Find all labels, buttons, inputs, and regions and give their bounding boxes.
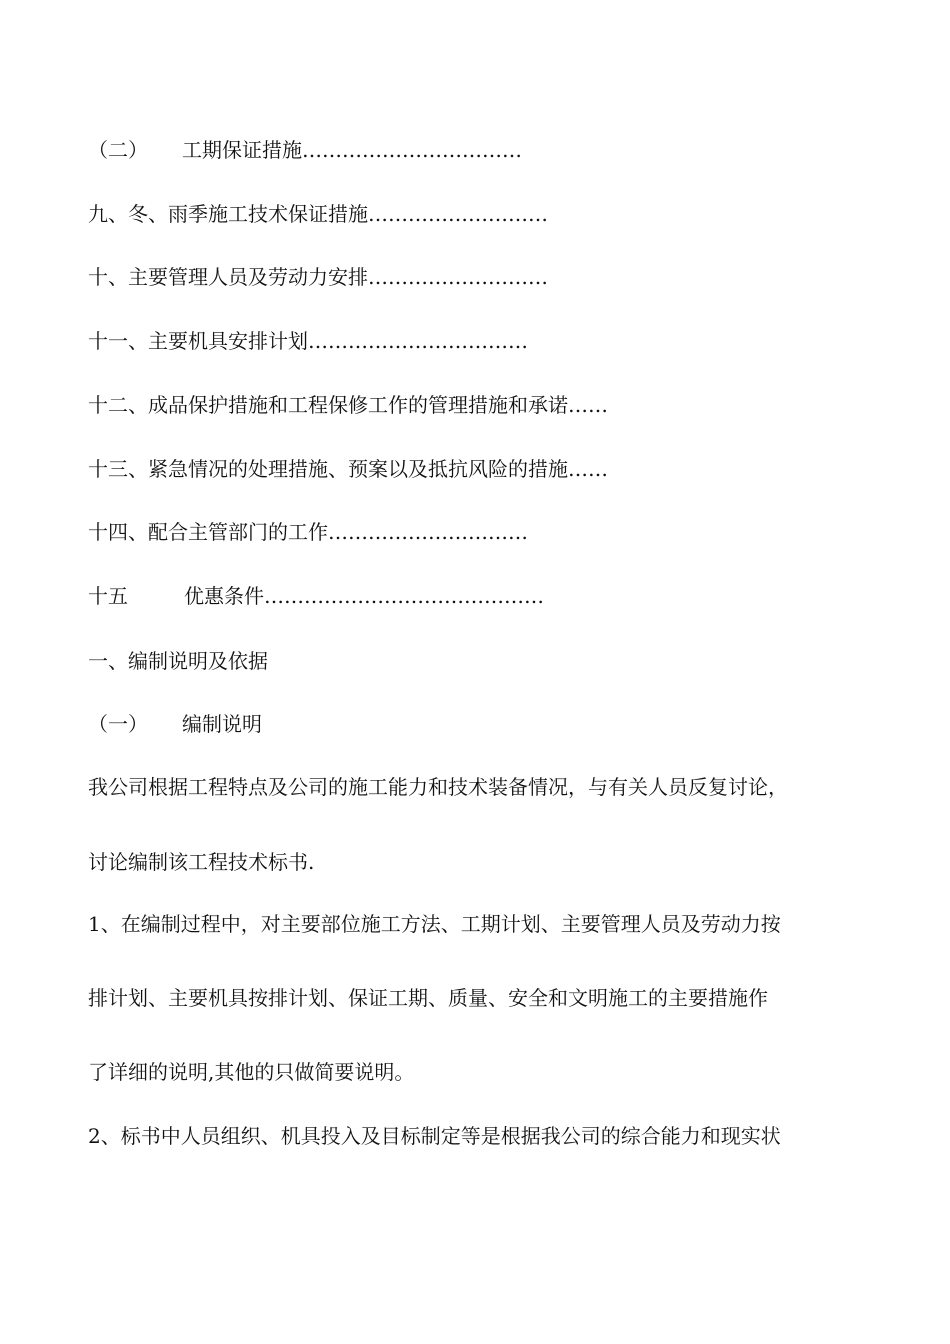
toc-item-11: 十一、主要机具安排计划…………………………… bbox=[88, 329, 528, 353]
toc-item-13: 十三、紧急情况的处理措施、预案以及抵抗风险的措施…… bbox=[88, 457, 608, 481]
body-paragraph-line: 讨论编制该工程技术标书. bbox=[88, 850, 315, 874]
subsection-heading bbox=[88, 710, 262, 738]
toc-item-14: 十四、配合主管部门的工作………………………… bbox=[88, 520, 528, 544]
toc-item-2 bbox=[88, 136, 522, 164]
body-paragraph-line: 排计划、主要机具按排计划、保证工期、质量、安全和文明施工的主要措施作 bbox=[88, 986, 768, 1010]
body-paragraph-line: 1、在编制过程中，对主要部位施工方法、工期计划、主要管理人员及劳动力按 bbox=[88, 912, 781, 936]
body-paragraph-line: 2、标书中人员组织、机具投入及目标制定等是根据我公司的综合能力和现实状 bbox=[88, 1124, 781, 1148]
toc-item-9: 九、冬、雨季施工技术保证措施……………………… bbox=[88, 202, 548, 226]
section-heading: 一、编制说明及依据 bbox=[88, 649, 268, 673]
toc-item-title: 优惠条件…………………………………… bbox=[184, 584, 544, 608]
toc-item-number: 十五 bbox=[88, 584, 128, 608]
toc-item-12: 十二、成品保护措施和工程保修工作的管理措施和承诺…… bbox=[88, 393, 608, 417]
subsection-number: （一） bbox=[88, 712, 148, 736]
toc-item-number: （二） bbox=[88, 138, 148, 162]
toc-item-title: 工期保证措施…………………………… bbox=[182, 138, 522, 162]
subsection-title: 编制说明 bbox=[182, 712, 262, 736]
toc-item-10: 十、主要管理人员及劳动力安排……………………… bbox=[88, 265, 548, 289]
body-paragraph-line: 我公司根据工程特点及公司的施工能力和技术装备情况，与有关人员反复讨论， bbox=[88, 775, 788, 799]
body-paragraph-line: 了详细的说明,其他的只做简要说明。 bbox=[88, 1060, 415, 1084]
toc-item-15 bbox=[88, 582, 544, 610]
